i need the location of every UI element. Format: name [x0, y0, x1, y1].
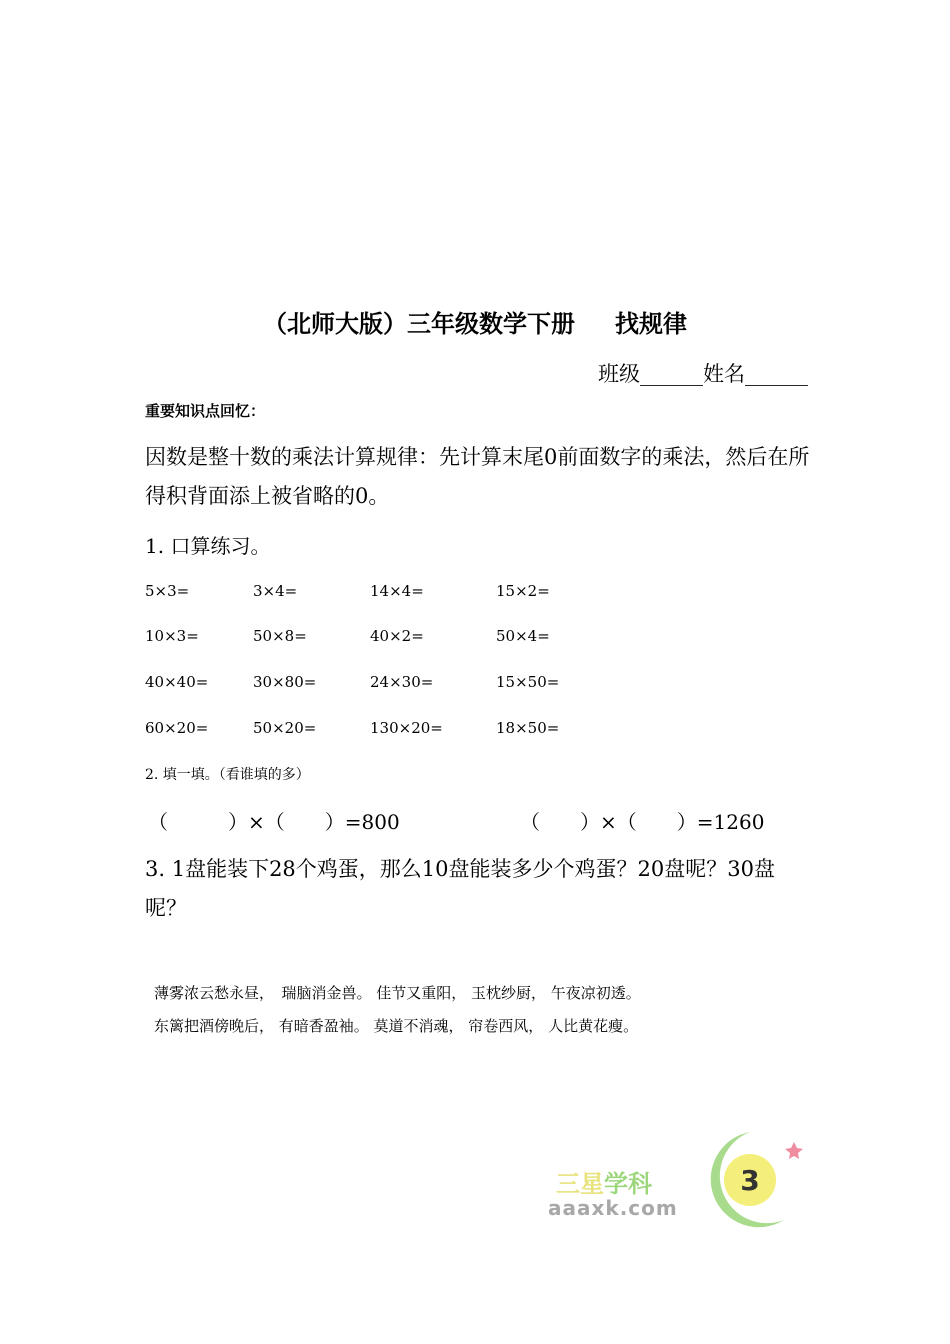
calc-cell: 3×4=	[253, 582, 298, 600]
logo-badge-text: 3	[740, 1164, 760, 1197]
question-2-title: 2. 填一填。（看谁填的多）	[145, 767, 310, 783]
calc-cell: 40×2=	[370, 627, 424, 645]
calc-cell: 15×50=	[496, 673, 560, 691]
site-logo	[548, 1128, 808, 1238]
fill-blank-right: （ ）×（ ）=1260	[520, 810, 765, 834]
page-title	[0, 304, 950, 339]
calc-cell: 10×3=	[145, 627, 199, 645]
logo-moon-badge-icon	[688, 1128, 808, 1232]
calc-cell: 30×80=	[253, 673, 317, 691]
class-name-line: 班级______姓名______	[598, 362, 808, 386]
intro-paragraph: 因数是整十数的乘法计算规律：先计算末尾0前面数字的乘法，然后在所得积背面添上被省略的0。	[145, 445, 810, 508]
logo-text: 三星学科	[556, 1170, 652, 1198]
poem-line-1: 薄雾浓云愁永昼， 瑞脑消金兽。 佳节又重阳， 玉枕纱厨， 午夜凉初透。	[154, 984, 641, 1002]
logo-url: aaaxk.com	[548, 1196, 678, 1220]
section-heading: 重要知识点回忆：	[145, 402, 266, 420]
calc-cell: 60×20=	[145, 719, 209, 737]
title-sub: 找规律	[615, 310, 687, 338]
calc-cell: 14×4=	[370, 582, 424, 600]
calc-cell: 40×40=	[145, 673, 209, 691]
calc-cell: 18×50=	[496, 719, 560, 737]
calc-cell: 130×20=	[370, 719, 443, 737]
calc-cell: 15×2=	[496, 582, 550, 600]
calc-cell: 24×30=	[370, 673, 434, 691]
question-3: 3. 1盘能装下28个鸡蛋，那么10盘能装多少个鸡蛋？20盘呢？30盘呢？	[145, 857, 775, 920]
question-1-title: 1. 口算练习。	[145, 534, 271, 558]
poem-line-2: 东篱把酒傍晚后， 有暗香盈袖。 莫道不消魂， 帘卷西风， 人比黄花瘦。	[154, 1017, 639, 1035]
calc-cell: 50×8=	[253, 627, 307, 645]
title-main: （北师大版）三年级数学下册	[263, 310, 575, 338]
calc-cell: 5×3=	[145, 582, 190, 600]
fill-blank-left: （ ）×（ ）=800	[148, 810, 400, 834]
calc-cell: 50×4=	[496, 627, 550, 645]
calc-cell: 50×20=	[253, 719, 317, 737]
